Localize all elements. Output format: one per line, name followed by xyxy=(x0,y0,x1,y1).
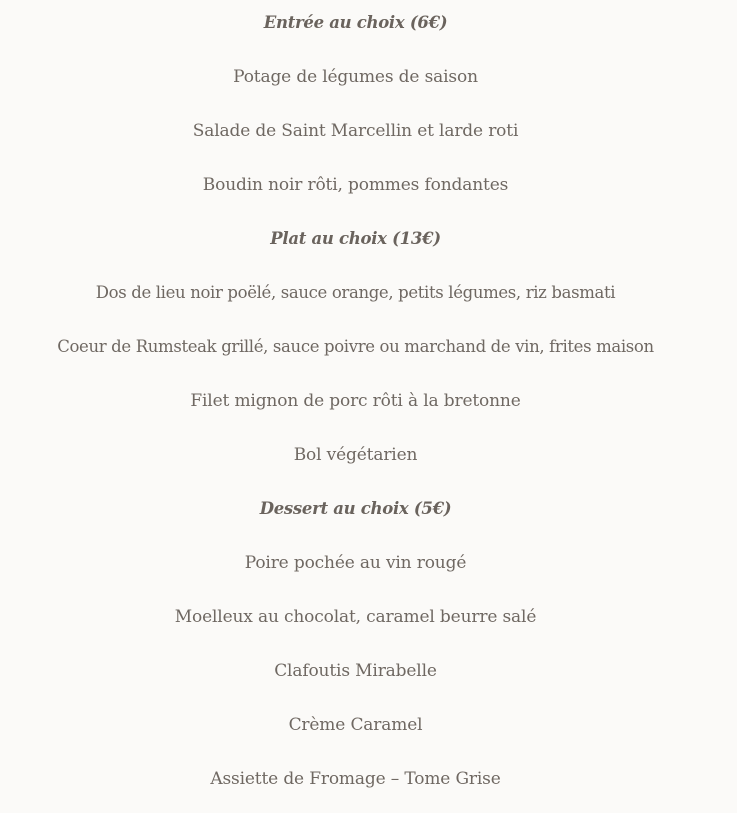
entree-item: Salade de Saint Marcellin et larde roti xyxy=(192,121,519,141)
plat-item: Bol végétarien xyxy=(293,445,418,465)
dessert-item: Crème Caramel xyxy=(288,715,423,735)
dessert-item: Poire pochée au vin rougé xyxy=(244,553,467,573)
plat-heading: Plat au choix (13€) xyxy=(270,229,441,248)
dessert-item: Assiette de Fromage – Tome Grise xyxy=(210,769,501,789)
entree-heading: Entrée au choix (6€) xyxy=(263,13,448,32)
entree-item: Boudin noir rôti, pommes fondantes xyxy=(202,175,509,195)
plat-item: Dos de lieu noir poëlé, sauce orange, petits légumes, riz basmati xyxy=(95,283,616,302)
plat-item: Filet mignon de porc rôti à la bretonne xyxy=(190,391,521,411)
plat-item: Coeur de Rumsteak grillé, sauce poivre ou marchand de vin, frites maison xyxy=(57,337,654,356)
dessert-item: Moelleux au chocolat, caramel beurre salé xyxy=(174,607,537,627)
dessert-item: Clafoutis Mirabelle xyxy=(274,661,437,681)
entree-item: Potage de légumes de saison xyxy=(233,67,478,87)
dessert-heading: Dessert au choix (5€) xyxy=(259,499,452,518)
